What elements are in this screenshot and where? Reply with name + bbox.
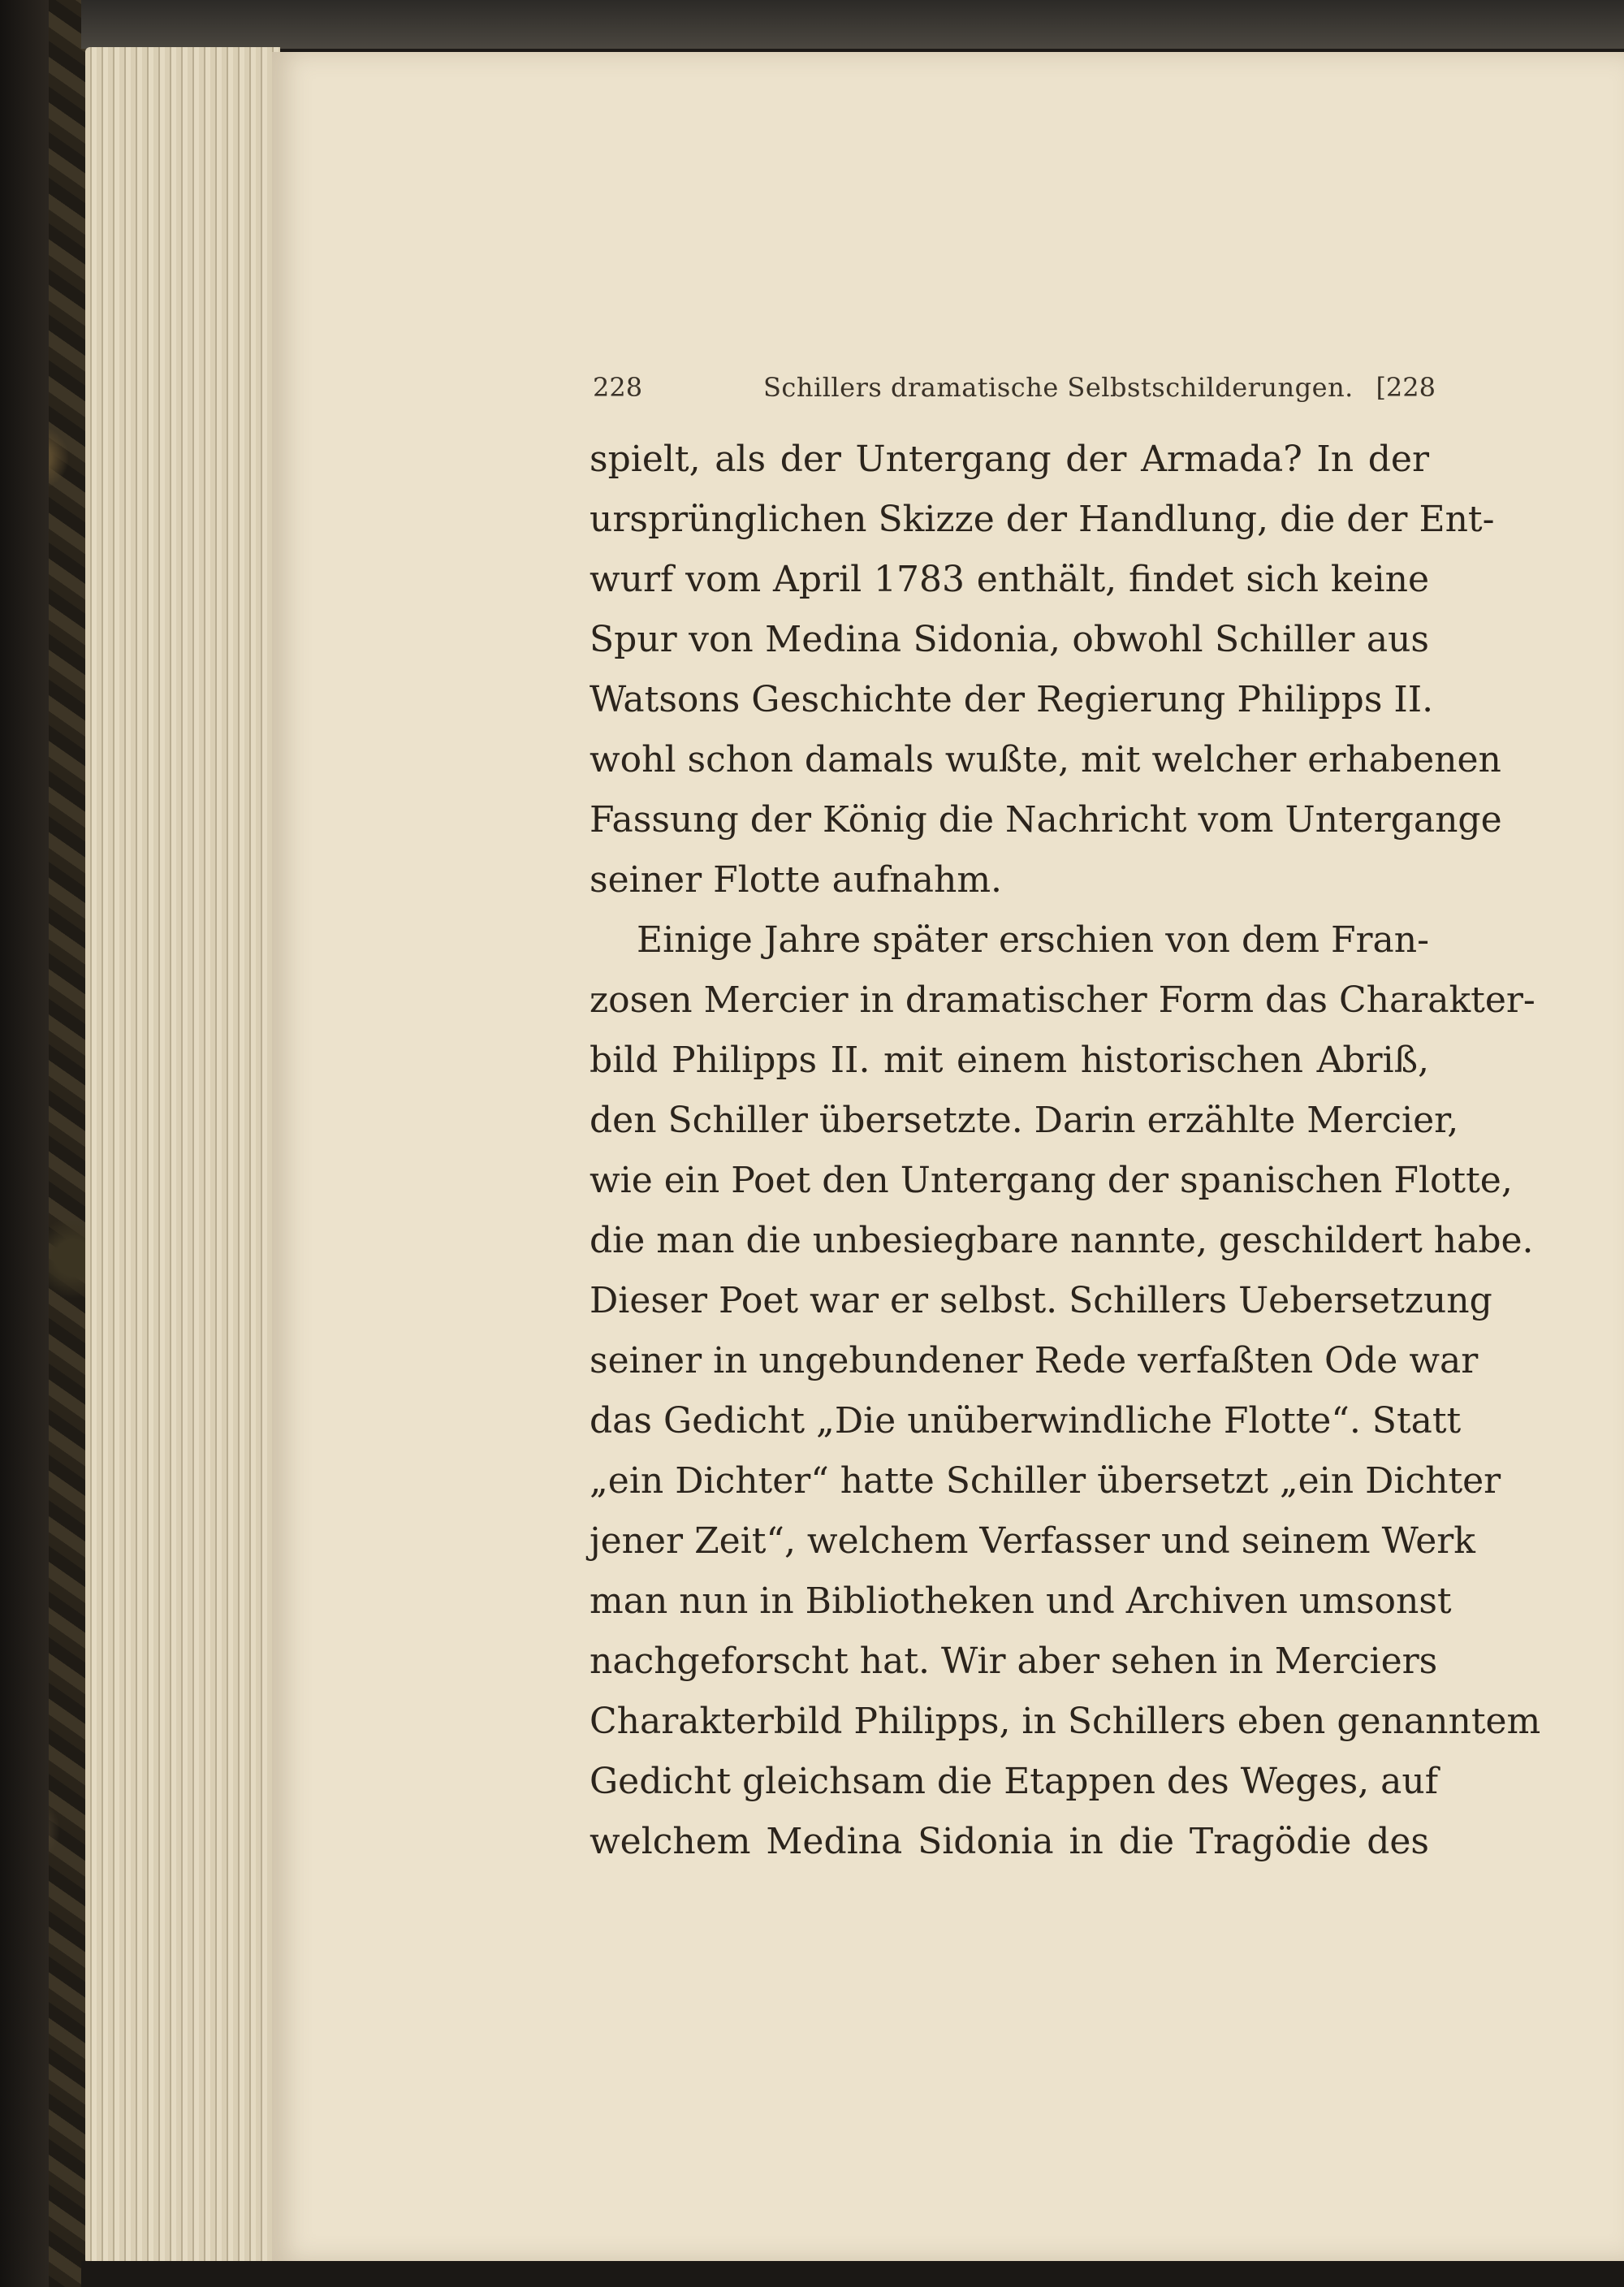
book-spine [0, 0, 49, 2287]
text-line: den Schiller übersetzte. Darin erzählte Mercier, [590, 1100, 1459, 1141]
text-line: Fassung der König die Nachricht vom Untergange [590, 799, 1502, 841]
text-line: Charakterbild Philipps, in Schillers eben genanntem [590, 1701, 1541, 1742]
text-line: spielt, als der Untergang der Armada? In der [590, 439, 1429, 480]
page-number-left: 228 [593, 372, 643, 403]
text-line: Watsons Geschichte der Regierung Philipps II. [590, 679, 1434, 720]
background-bottom [81, 2261, 1624, 2287]
page-number-right: [228 [1376, 372, 1436, 403]
background-top [81, 0, 1624, 49]
text-line: wie ein Poet den Untergang der spanischen Flotte, [590, 1160, 1513, 1201]
text-line: jener Zeit“, welchem Verfasser und seinem Werk [590, 1520, 1475, 1562]
page-stack-edges [85, 47, 280, 2264]
text-line: ursprünglichen Skizze der Handlung, die der Ent- [590, 499, 1495, 540]
text-line: Einige Jahre später erschien von dem Fran- [637, 919, 1429, 961]
text-line: welchem Medina Sidonia in die Tragödie des [590, 1821, 1429, 1862]
text-line: Dieser Poet war er selbst. Schillers Uebersetzung [590, 1280, 1492, 1321]
text-line: die man die unbesiegbare nannte, geschildert habe. [590, 1220, 1534, 1261]
text-line: seiner Flotte aufnahm. [590, 859, 1003, 901]
text-line: „ein Dichter“ hatte Schiller übersetzt „ein Dichter [590, 1460, 1501, 1502]
text-line: das Gedicht „Die unüberwindliche Flotte“. Statt [590, 1400, 1462, 1442]
running-header [593, 372, 1445, 413]
text-line: man nun in Bibliotheken und Archiven umsonst [590, 1580, 1452, 1622]
text-line: zosen Mercier in dramatischer Form das Charakter- [590, 979, 1535, 1021]
text-line: bild Philipps II. mit einem historischen Abriß, [590, 1040, 1429, 1081]
text-line: Gedicht gleichsam die Etappen des Weges, auf [590, 1761, 1438, 1802]
text-line: wohl schon damals wußte, mit welcher erhabenen [590, 739, 1501, 780]
text-line: Spur von Medina Sidonia, obwohl Schiller aus [590, 619, 1429, 660]
text-line: wurf vom April 1783 enthält, findet sich keine [590, 559, 1429, 600]
text-line: seiner in ungebundener Rede verfaßten Ode war [590, 1340, 1479, 1381]
running-title: Schillers dramatische Selbstschilderungen. [763, 372, 1354, 403]
text-line: nachgeforscht hat. Wir aber sehen in Merciers [590, 1641, 1438, 1682]
